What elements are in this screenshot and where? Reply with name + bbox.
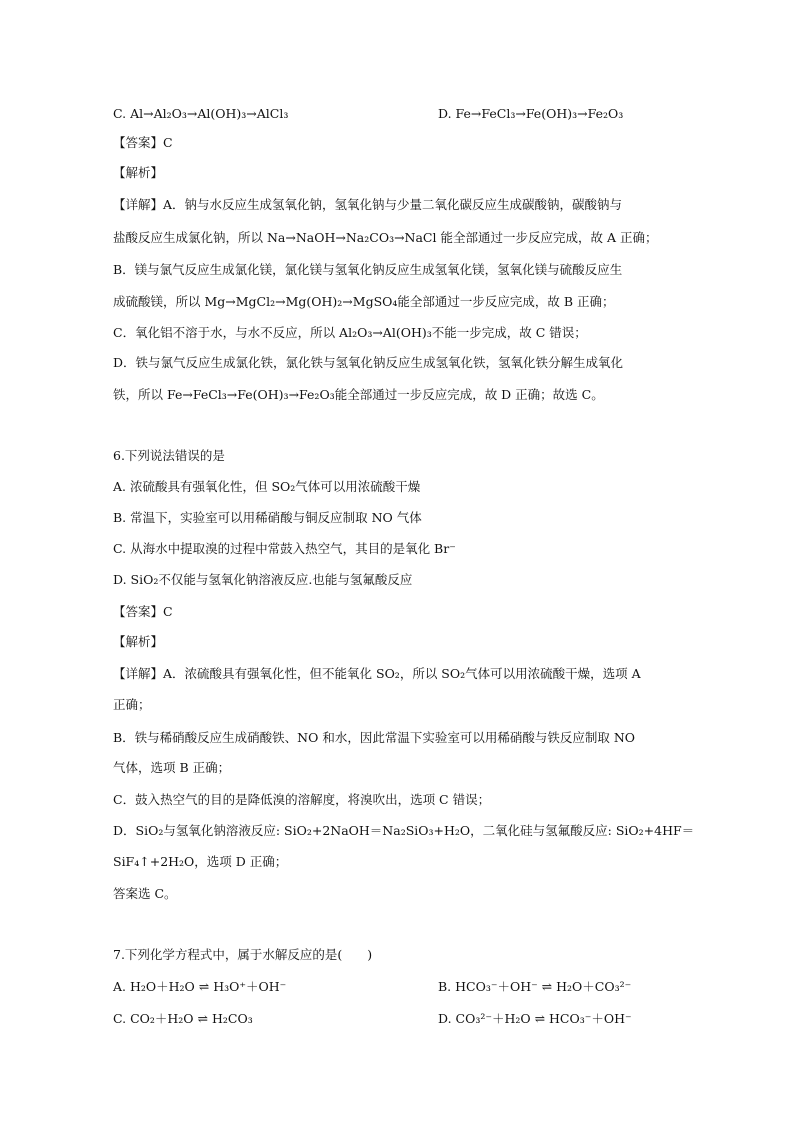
q6-detail-line: B．铁与稀硝酸反应生成硝酸铁、NO 和水，因此常温下实验室可以用稀硝酸与铁反应制取 NO — [113, 730, 636, 745]
q6-detail-line: C．鼓入热空气的目的是降低溴的溶解度，将溴吹出，选项 C 错误； — [113, 792, 491, 807]
q5-detail-line: C．氧化铝不溶于水，与水不反应，所以 Al₂O₃→Al(OH)₃不能一步完成，故 C 错误； — [113, 325, 587, 340]
q6-analysis-heading: 【解析】 — [113, 634, 164, 649]
q7-option-b: B. HCO₃⁻＋OH⁻ ⇌ H₂O＋CO₃²⁻ — [438, 979, 632, 994]
q5-option-c: C. Al→Al₂O₃→Al(OH)₃→AlCl₃ — [113, 106, 289, 121]
q5-detail-line: 盐酸反应生成氯化钠，所以 Na→NaOH→Na₂CO₃→NaCl 能全部通过一步反应完成，故 A 正确； — [113, 230, 658, 245]
q5-detail-line: D．铁与氯气反应生成氯化铁，氯化铁与氢氧化钠反应生成氢氧化铁，氢氧化铁分解生成氧化 — [113, 355, 624, 370]
q7-stem: 7.下列化学方程式中，属于水解反应的是( ) — [113, 947, 373, 962]
q5-detail-line: 铁，所以 Fe→FeCl₃→Fe(OH)₃→Fe₂O₃能全部通过一步反应完成，故 D 正确；故选 C。 — [113, 387, 604, 402]
q6-option-a: A. 浓硫酸具有强氧化性，但 SO₂气体可以用浓硫酸干燥 — [113, 479, 421, 494]
q5-detail-line: B．镁与氯气反应生成氯化镁，氯化镁与氢氧化钠反应生成氢氧化镁，氢氧化镁与硫酸反应生 — [113, 262, 623, 277]
q5-answer: 【答案】C — [113, 135, 173, 150]
q6-option-b: B. 常温下，实验室可以用稀硝酸与铜反应制取 NO 气体 — [113, 510, 422, 525]
q6-answer: 【答案】C — [113, 604, 173, 619]
q6-detail-line: D．SiO₂与氢氧化钠溶液反应: SiO₂+2NaOH＝Na₂SiO₃+H₂O，二氧化硅与氢氟酸反应: SiO₂+4HF＝ — [113, 823, 695, 838]
q7-option-c: C. CO₂＋H₂O ⇌ H₂CO₃ — [113, 1011, 253, 1026]
q5-detail-line: 成硫酸镁，所以 Mg→MgCl₂→Mg(OH)₂→MgSO₄能全部通过一步反应完成，故 B 正确； — [113, 294, 615, 309]
q7-option-a: A. H₂O＋H₂O ⇌ H₃O⁺＋OH⁻ — [113, 979, 287, 994]
q7-option-d: D. CO₃²⁻＋H₂O ⇌ HCO₃⁻＋OH⁻ — [438, 1011, 632, 1026]
q6-detail-line: 答案选 C。 — [113, 886, 177, 901]
q6-detail-line: SiF₄↑+2H₂O，选项 D 正确； — [113, 854, 288, 869]
q6-stem: 6.下列说法错误的是 — [113, 448, 225, 463]
q5-analysis-heading: 【解析】 — [113, 165, 164, 180]
q6-detail-line: 正确； — [113, 697, 151, 712]
q6-option-d: D. SiO₂不仅能与氢氧化钠溶液反应.也能与氢氟酸反应 — [113, 572, 413, 587]
q6-option-c: C. 从海水中提取溴的过程中常鼓入热空气，其目的是氧化 Br⁻ — [113, 541, 456, 556]
q6-detail-line: 【详解】A．浓硫酸具有强氧化性，但不能氧化 SO₂，所以 SO₂气体可以用浓硫酸干燥，选项 A — [113, 666, 641, 681]
q5-option-d: D. Fe→FeCl₃→Fe(OH)₃→Fe₂O₃ — [438, 106, 624, 121]
q6-detail-line: 气体，选项 B 正确； — [113, 760, 231, 775]
q5-detail-line: 【详解】A．钠与水反应生成氢氧化钠，氢氧化钠与少量二氧化碳反应生成碳酸钠，碳酸钠与 — [113, 197, 623, 212]
